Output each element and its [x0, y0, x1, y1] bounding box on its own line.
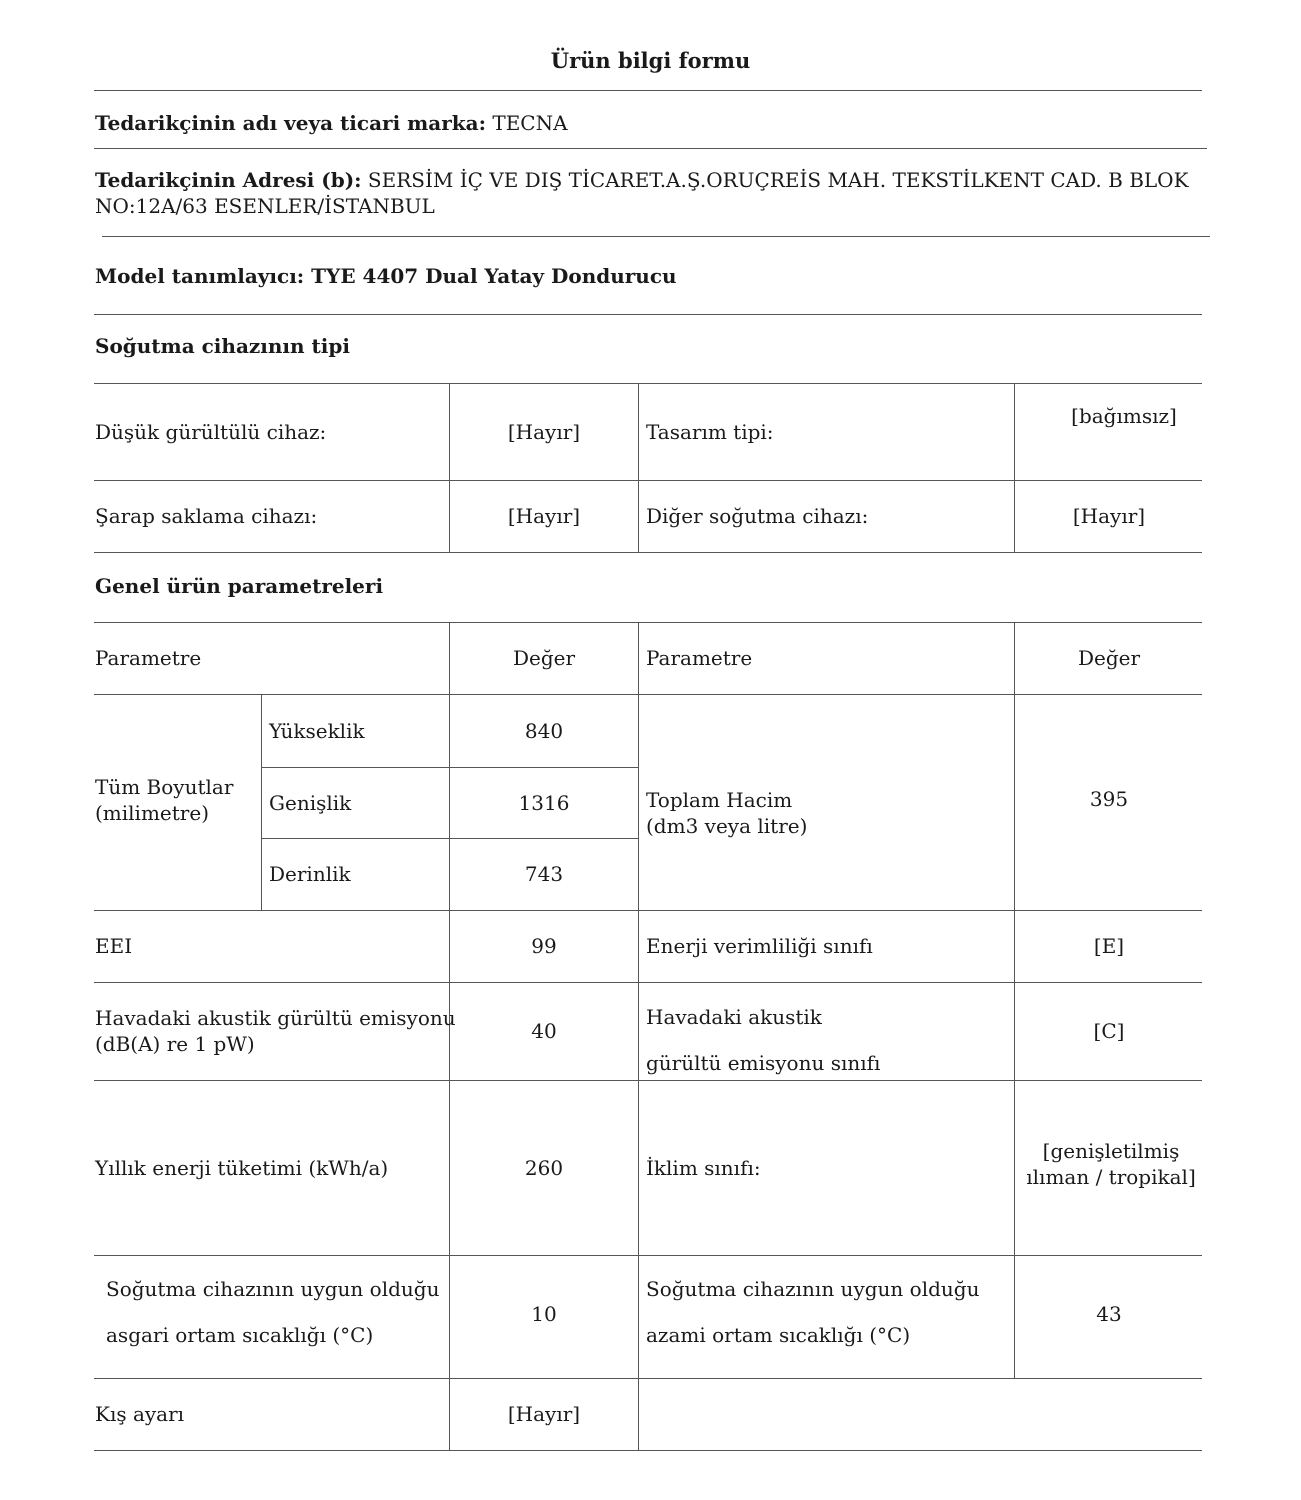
- supplier-address-line1: SERSİM İÇ VE DIŞ TİCARET.A.Ş.ORUÇREİS MAH. TEKSTİLKENT CAD. B BLOK: [367, 168, 1189, 192]
- climate-class-value: [genişletilmiş ılıman / tropikal]: [1026, 1139, 1196, 1189]
- supplier-name-row: [95, 111, 568, 135]
- max-temp-value: 43: [1096, 1302, 1122, 1326]
- height-label: Yükseklik: [269, 718, 365, 743]
- supplier-address-line2: NO:12A/63 ESENLER/İSTANBUL: [95, 194, 435, 218]
- total-volume-value: 395: [1089, 787, 1129, 811]
- height-value: 840: [524, 718, 564, 743]
- eei-value: 99: [531, 934, 557, 958]
- divider: [94, 314, 1202, 315]
- general-section-heading: Genel ürün parametreleri: [95, 574, 384, 598]
- other-appliance-label: Diğer soğutma cihazı:: [646, 504, 869, 528]
- width-value: 1316: [518, 790, 570, 815]
- width-label: Genişlik: [269, 790, 352, 815]
- annual-energy-value: 260: [524, 1155, 564, 1180]
- supplier-name-value: TECNA: [492, 111, 568, 135]
- eei-label: EEI: [95, 934, 133, 958]
- design-type-value: [bağımsız]: [1071, 404, 1177, 428]
- table-border: [638, 622, 639, 1450]
- winter-setting-value: [Hayır]: [507, 1402, 581, 1426]
- min-temp-label-line2: asgari ortam sıcaklığı (°C): [106, 1323, 374, 1347]
- supplier-address-row: [95, 167, 1195, 219]
- table-border: [261, 694, 262, 910]
- noise-emission-label: Havadaki akustik gürültü emisyonu (dB(A) re 1 pW): [95, 1006, 456, 1056]
- low-noise-value: [Hayır]: [507, 419, 581, 444]
- annual-energy-label: Yıllık enerji tüketimi (kWh/a): [95, 1155, 389, 1180]
- climate-class-label: İklim sınıfı:: [646, 1155, 761, 1180]
- winter-setting-label: Kış ayarı: [95, 1402, 185, 1426]
- total-volume-label: Toplam Hacim (dm3 veya litre): [646, 788, 808, 838]
- divider: [94, 90, 1202, 91]
- max-temp-label-line2: azami ortam sıcaklığı (°C): [646, 1323, 911, 1347]
- model-value: TYE 4407 Dual Yatay Dondurucu: [311, 264, 677, 288]
- noise-class-value: [C]: [1093, 1019, 1125, 1043]
- table-border: [638, 383, 639, 552]
- table-border: [94, 1450, 1202, 1451]
- supplier-name-label: Tedarikçinin adı veya ticari marka:: [95, 111, 486, 135]
- supplier-address-label: Tedarikçinin Adresi (b):: [95, 168, 362, 192]
- noise-emission-value: 40: [531, 1019, 557, 1043]
- depth-value: 743: [524, 862, 564, 886]
- max-temp-label-line1: Soğutma cihazının uygun olduğu: [646, 1277, 980, 1301]
- noise-class-label-line1: Havadaki akustik: [646, 1005, 822, 1029]
- model-row: [95, 264, 677, 288]
- col-header-value: Değer: [512, 646, 576, 670]
- design-type-label: Tasarım tipi:: [646, 419, 774, 444]
- col-header-parameter-2: Parametre: [646, 646, 753, 670]
- energy-class-label: Enerji verimliliği sınıfı: [646, 934, 873, 958]
- wine-storage-label: Şarap saklama cihazı:: [95, 504, 318, 528]
- other-appliance-value: [Hayır]: [1072, 504, 1146, 528]
- dimensions-label: Tüm Boyutlar (milimetre): [95, 775, 234, 825]
- type-section-heading: Soğutma cihazının tipi: [95, 334, 350, 358]
- divider: [94, 148, 1207, 149]
- min-temp-value: 10: [531, 1302, 557, 1326]
- min-temp-label-line1: Soğutma cihazının uygun olduğu: [106, 1277, 440, 1301]
- table-border: [94, 552, 1202, 553]
- page-title: Ürün bilgi formu: [550, 48, 751, 73]
- noise-class-label-line2: gürültü emisyonu sınıfı: [646, 1051, 881, 1075]
- low-noise-label: Düşük gürültülü cihaz:: [95, 419, 327, 444]
- model-label: Model tanımlayıcı:: [95, 264, 305, 288]
- energy-class-value: [E]: [1093, 934, 1125, 958]
- col-header-value-2: Değer: [1077, 646, 1141, 670]
- divider: [102, 236, 1210, 237]
- col-header-parameter: Parametre: [95, 646, 202, 670]
- depth-label: Derinlik: [269, 862, 351, 886]
- wine-storage-value: [Hayır]: [507, 504, 581, 528]
